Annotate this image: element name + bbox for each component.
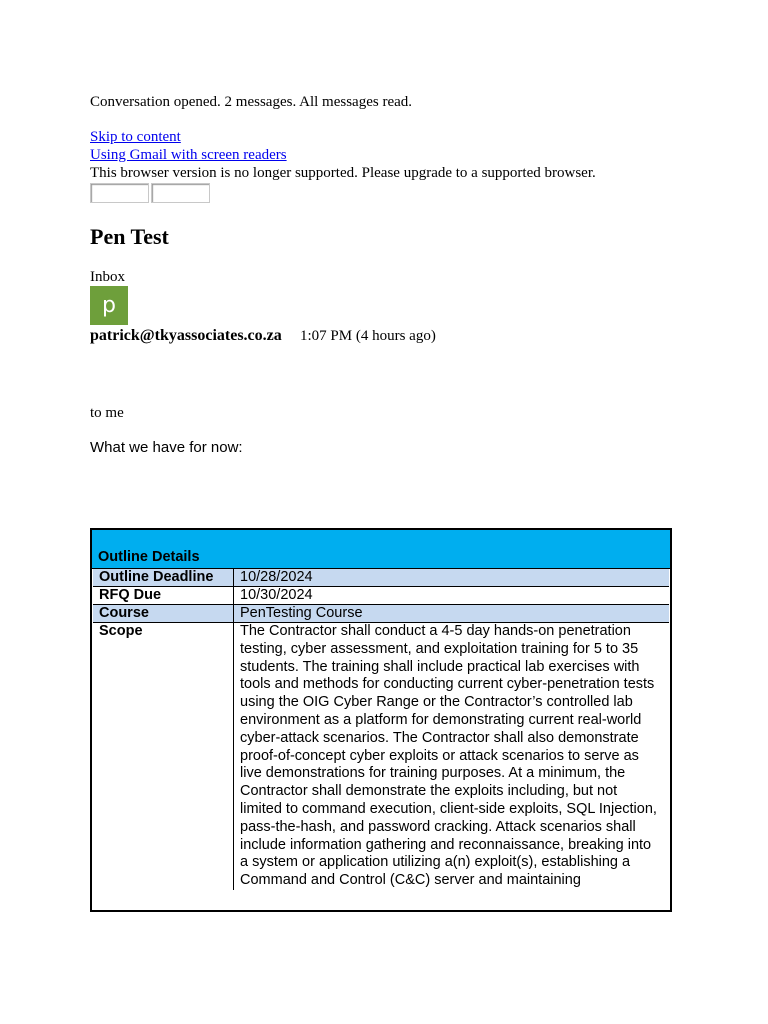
row-key: RFQ Due <box>93 587 234 604</box>
table-row <box>93 605 669 623</box>
row-value: 10/30/2024 <box>240 587 313 603</box>
avatar[interactable] <box>90 286 128 325</box>
conversation-status: Conversation opened. 2 messages. All messages read. <box>90 94 413 110</box>
row-value: PenTesting Course <box>234 605 669 622</box>
outline-table <box>90 528 672 912</box>
input-field-1[interactable] <box>90 183 149 203</box>
avatar-letter: p <box>102 293 116 318</box>
screen-readers-link[interactable]: Using Gmail with screen readers <box>90 147 287 163</box>
input-field-2[interactable] <box>151 183 210 203</box>
row-value: The Contractor shall conduct a 4-5 day hands-on penetration testing, cyber assessment, and exploitation training for 5 to 35 students. The training shall include practical lab exercises with tools and methods for conducting current cyber-penetration tests using the OIG Cyber Range or the Contractor’s controlled lab environment as a platform for demonstrating current real-world cyber-attack scenarios. The Contractor shall also demonstrate proof-of-concept cyber exploits or attack scenarios to serve as live demonstrations for training purposes. At a minimum, the Contractor shall demonstrate the exploits including, but not limited to command execution, client-side exploits, SQL Injection, pass-the-hash, and password cracking. Attack scenarios shall include information gathering and reconnaissance, breaking into a system or application utilizing a(n) exploit(s), establishing a Command and Control (C&C) server and maintaining <box>240 623 657 889</box>
row-key: Course <box>93 605 234 622</box>
email-subject: Pen Test <box>90 224 169 249</box>
table-row <box>93 569 669 587</box>
browser-notice: This browser version is no longer supported. Please upgrade to a supported browser. <box>90 165 596 181</box>
message-intro: What we have for now: <box>90 439 243 456</box>
recipient-label[interactable]: to me <box>90 405 124 421</box>
table-header <box>92 530 670 569</box>
message-time: 1:07 PM (4 hours ago) <box>300 328 436 344</box>
table-row <box>93 623 669 890</box>
skip-to-content-link[interactable]: Skip to content <box>90 129 181 145</box>
inbox-label[interactable]: Inbox <box>90 269 125 285</box>
hidden-inputs <box>90 183 212 203</box>
row-key: Scope <box>93 623 234 890</box>
table-row <box>93 587 669 605</box>
row-value: 10/28/2024 <box>234 569 669 586</box>
table-header-label: Outline Details <box>98 549 200 565</box>
row-key: Outline Deadline <box>93 569 234 586</box>
sender-email[interactable]: patrick@tkyassociates.co.za <box>90 327 282 344</box>
